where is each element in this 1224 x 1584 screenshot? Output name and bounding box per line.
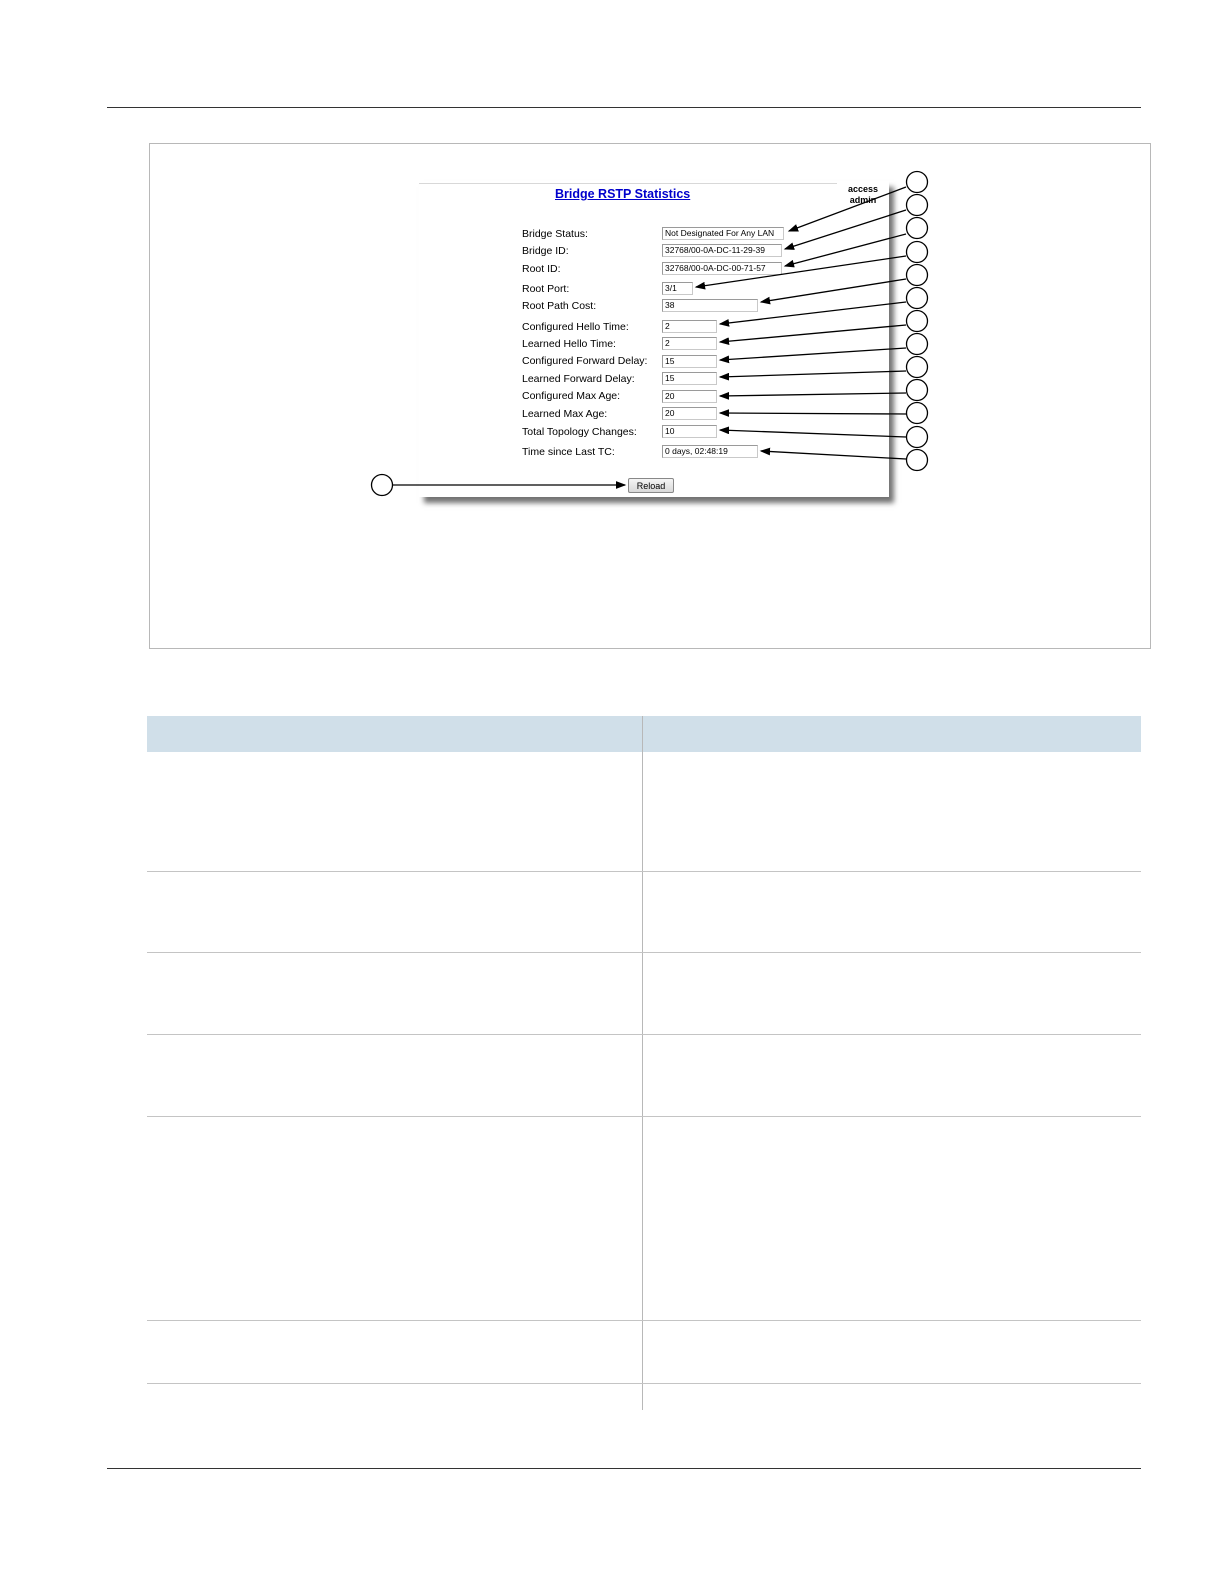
configured-max-age-label: Configured Max Age:	[522, 390, 621, 402]
callout-marker	[907, 265, 928, 286]
callout-marker	[907, 403, 928, 424]
root-id-field: 32768/00-0A-DC-00-71-57	[662, 262, 782, 275]
callout-arrow	[720, 430, 906, 437]
callout-marker	[907, 450, 928, 471]
learned-max-age-field: 20	[662, 407, 717, 420]
callout-arrow	[785, 210, 906, 249]
configured-forward-delay-label: Configured Forward Delay:	[522, 355, 648, 367]
row-divider	[147, 1383, 1141, 1384]
root-path-cost-label: Root Path Cost:	[522, 300, 597, 312]
callout-marker	[907, 195, 928, 216]
learned-hello-time-label: Learned Hello Time:	[522, 338, 616, 350]
learned-hello-time-field: 2	[662, 337, 717, 350]
callout-arrow	[720, 325, 906, 342]
footer-rule	[107, 1468, 1141, 1469]
callout-arrow	[720, 393, 906, 396]
callout-arrow	[761, 451, 906, 459]
reload-button[interactable]: Reload	[628, 478, 674, 493]
configured-hello-time-label: Configured Hello Time:	[522, 321, 629, 333]
row-divider	[147, 1034, 1141, 1035]
learned-forward-delay-field: 15	[662, 372, 717, 385]
access-label: access	[847, 184, 879, 194]
callout-arrow	[789, 187, 906, 231]
callout-marker	[907, 357, 928, 378]
callout-marker	[907, 311, 928, 332]
access-user: admin	[849, 195, 877, 205]
root-id-label: Root ID:	[522, 263, 561, 275]
time-since-last-tc-field: 0 days, 02:48:19	[662, 445, 758, 458]
row-divider	[147, 1116, 1141, 1117]
configured-hello-time-field: 2	[662, 320, 717, 333]
root-path-cost-field: 38	[662, 299, 758, 312]
total-topology-changes-label: Total Topology Changes:	[522, 426, 637, 438]
root-port-label: Root Port:	[522, 283, 570, 295]
root-port-field: 3/1	[662, 282, 693, 295]
callout-marker	[907, 380, 928, 401]
callout-arrow	[696, 256, 906, 287]
callout-marker	[907, 218, 928, 239]
callout-marker	[907, 172, 928, 193]
bridge-id-label: Bridge ID:	[522, 245, 569, 257]
callout-arrow	[720, 348, 906, 360]
total-topology-changes-field: 10	[662, 425, 717, 438]
callout-arrow	[761, 279, 906, 302]
callout-arrow	[785, 234, 906, 266]
table-header	[147, 716, 1141, 752]
callout-marker	[907, 334, 928, 355]
row-divider	[147, 871, 1141, 872]
callout-marker	[907, 288, 928, 309]
bridge-status-field: Not Designated For Any LAN	[662, 227, 784, 240]
time-since-last-tc-label: Time since Last TC:	[522, 446, 615, 458]
configured-max-age-field: 20	[662, 390, 717, 403]
bridge-id-field: 32768/00-0A-DC-11-29-39	[662, 244, 782, 257]
callout-marker	[907, 242, 928, 263]
page-title[interactable]: Bridge RSTP Statistics	[555, 187, 691, 201]
callout-marker	[907, 427, 928, 448]
callout-arrow	[720, 413, 906, 414]
column-divider	[642, 716, 643, 1410]
row-divider	[147, 952, 1141, 953]
bridge-status-label: Bridge Status:	[522, 228, 588, 240]
learned-forward-delay-label: Learned Forward Delay:	[522, 373, 635, 385]
row-divider	[147, 1320, 1141, 1321]
learned-max-age-label: Learned Max Age:	[522, 408, 608, 420]
configured-forward-delay-field: 15	[662, 355, 717, 368]
callout-arrow	[720, 371, 906, 377]
callout-arrow	[720, 302, 906, 324]
callout-marker	[372, 475, 393, 496]
